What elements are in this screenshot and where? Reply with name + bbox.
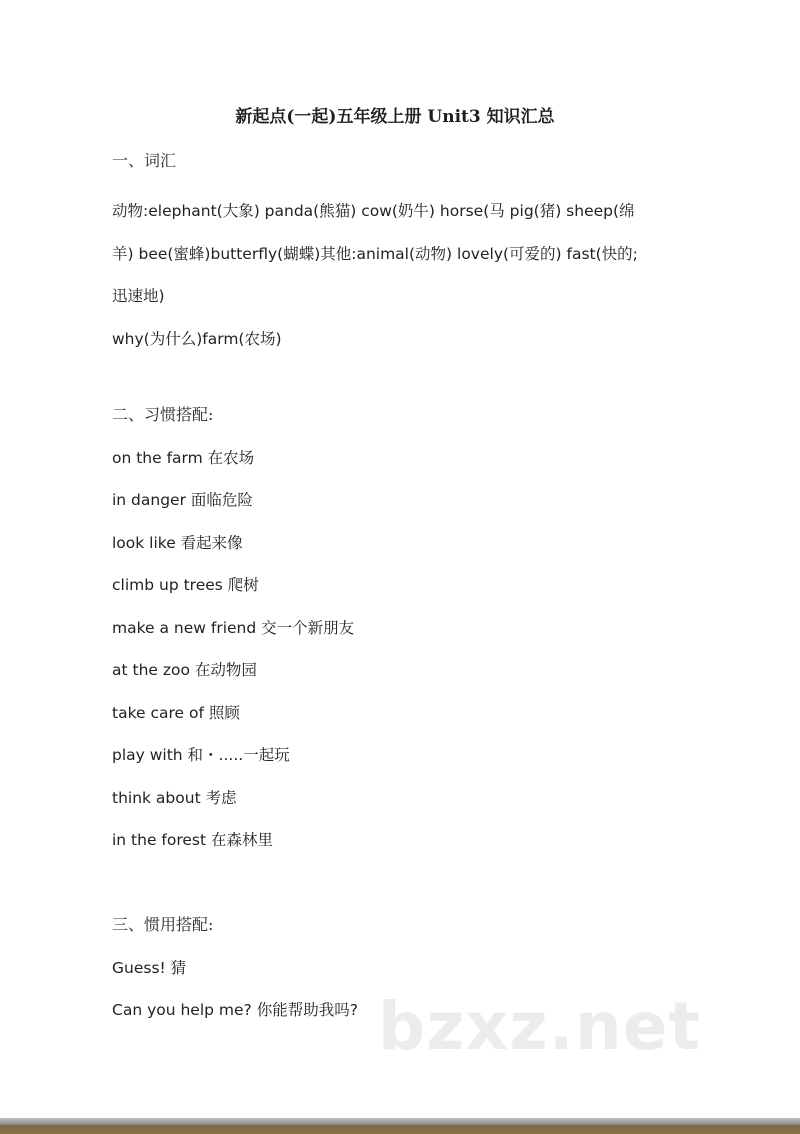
vocabulary-line: why(为什么)farm(农场) (112, 329, 282, 348)
page-bottom-edge (0, 1118, 800, 1134)
phrase-item: think about 考虑 (112, 789, 237, 807)
phrase-item: in danger 面临危险 (112, 491, 253, 509)
phrase-item: look like 看起来像 (112, 534, 243, 552)
phrase-item: climb up trees 爬树 (112, 576, 259, 594)
phrase-item: make a new friend 交一个新朋友 (112, 619, 355, 637)
phrase-item: in the forest 在森林里 (112, 831, 274, 849)
vocabulary-line: 羊) bee(蜜蜂)butterfly(蝴蝶)其他:animal(动物) lovely(可爱的) fast(快的; (112, 244, 638, 263)
section-heading-phrases: 二、习惯搭配: (112, 405, 214, 424)
phrase-item: play with 和・.....一起玩 (112, 746, 290, 764)
document-title: 新起点(一起)五年级上册 Unit3 知识汇总 (235, 107, 555, 127)
watermark-text: bzxz.net (378, 988, 702, 1065)
vocabulary-line: 迅速地) (112, 287, 165, 305)
expression-item: Guess! 猜 (112, 959, 187, 977)
expression-item: Can you help me? 你能帮助我吗? (112, 1001, 358, 1019)
phrase-item: take care of 照顾 (112, 704, 240, 722)
section-heading-expressions: 三、惯用搭配: (112, 915, 214, 934)
phrase-item: on the farm 在农场 (112, 449, 255, 467)
vocabulary-line: 动物:elephant(大象) panda(熊猫) cow(奶牛) horse(马 pig(猪) sheep(绵 (112, 202, 635, 220)
vocabulary-block (112, 190, 692, 360)
phrase-item: at the zoo 在动物园 (112, 661, 257, 679)
section-heading-vocabulary: 一、词汇 (112, 151, 177, 170)
